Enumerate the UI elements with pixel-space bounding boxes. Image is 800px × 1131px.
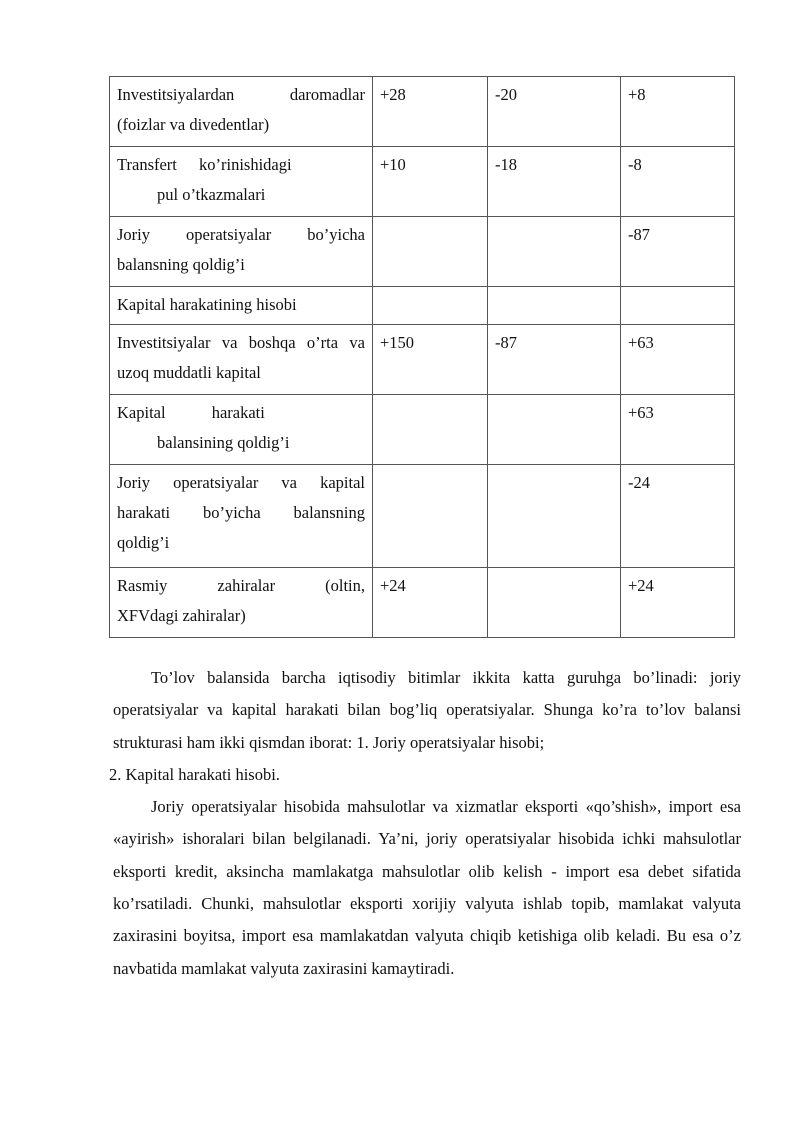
cell-col3 bbox=[488, 465, 621, 568]
cell-col2 bbox=[373, 287, 488, 325]
row-label: Kapital harakati balansining qoldig’i bbox=[110, 395, 373, 465]
cell-col4: +8 bbox=[621, 77, 735, 147]
cell-col2: +24 bbox=[373, 568, 488, 638]
body-text bbox=[109, 662, 741, 985]
row-label: Investitsiyalardan daromadlar (foizlar va divedentlar) bbox=[110, 77, 373, 147]
table-row bbox=[110, 568, 735, 638]
paragraph-2: 2. Kapital harakati hisobi. bbox=[109, 764, 280, 784]
cell-col4: -8 bbox=[621, 147, 735, 217]
cell-col3: -87 bbox=[488, 325, 621, 395]
cell-col2 bbox=[373, 465, 488, 568]
row-label: Rasmiy zahiralar (oltin, XFVdagi zahiralar) bbox=[110, 568, 373, 638]
cell-col3 bbox=[488, 287, 621, 325]
cell-col2 bbox=[373, 217, 488, 287]
cell-col4: +63 bbox=[621, 395, 735, 465]
cell-col4: -24 bbox=[621, 465, 735, 568]
row-label: Joriy operatsiyalar bo’yicha balansning qoldig’i bbox=[110, 217, 373, 287]
table-row bbox=[110, 325, 735, 395]
table-row bbox=[110, 217, 735, 287]
cell-col2: +10 bbox=[373, 147, 488, 217]
cell-col3: -18 bbox=[488, 147, 621, 217]
cell-col3 bbox=[488, 568, 621, 638]
table-row bbox=[110, 465, 735, 568]
row-label: Kapital harakatining hisobi bbox=[110, 287, 373, 325]
cell-col4: -87 bbox=[621, 217, 735, 287]
cell-col4: +24 bbox=[621, 568, 735, 638]
table-row bbox=[110, 395, 735, 465]
balance-table bbox=[109, 76, 735, 638]
cell-col3 bbox=[488, 395, 621, 465]
row-label: Transfert ko’rinishidagi pul o’tkazmalari bbox=[110, 147, 373, 217]
cell-col2: +28 bbox=[373, 77, 488, 147]
cell-col3: -20 bbox=[488, 77, 621, 147]
table-row bbox=[110, 147, 735, 217]
table-row bbox=[110, 77, 735, 147]
cell-col2 bbox=[373, 395, 488, 465]
paragraph-3: Joriy operatsiyalar hisobida mahsulotlar va xizmatlar eksporti «qo’shish», import esa «ayirish» ishoralari bilan belgilanadi. Ya’ni, joriy operatsiyalar hisobida ichki mahsulotlar eksporti kredit, aksincha mamlakatga mahsulotlar olib kelish - import esa debet sifatida ko’rsatiladi. Chunki, mahsulotlar eksporti xorijiy valyuta ishlab topib, mamlakat valyuta zaxirasini boyitsa, import esa mamlakatdan valyuta chiqib ketishiga olib keladi. Bu esa o’z navbatida mamlakat valyuta zaxirasini kamaytiradi. bbox=[113, 797, 741, 978]
paragraph-1: To’lov balansida barcha iqtisodiy bitimlar ikkita katta guruhga bo’linadi: joriy operatsiyalar va kapital harakati bilan bog’liq operatsiyalar. Shunga ko’ra to’lov balansi strukturasi ham ikki qismdan iborat: 1. Joriy operatsiyalar hisobi; bbox=[113, 668, 741, 752]
cell-col2: +150 bbox=[373, 325, 488, 395]
table-row bbox=[110, 287, 735, 325]
cell-col4 bbox=[621, 287, 735, 325]
row-label: Investitsiyalar va boshqa o’rta va uzoq muddatli kapital bbox=[110, 325, 373, 395]
cell-col4: +63 bbox=[621, 325, 735, 395]
cell-col3 bbox=[488, 217, 621, 287]
row-label: Joriy operatsiyalar va kapital harakati bo’yicha balansning qoldig’i bbox=[110, 465, 373, 568]
